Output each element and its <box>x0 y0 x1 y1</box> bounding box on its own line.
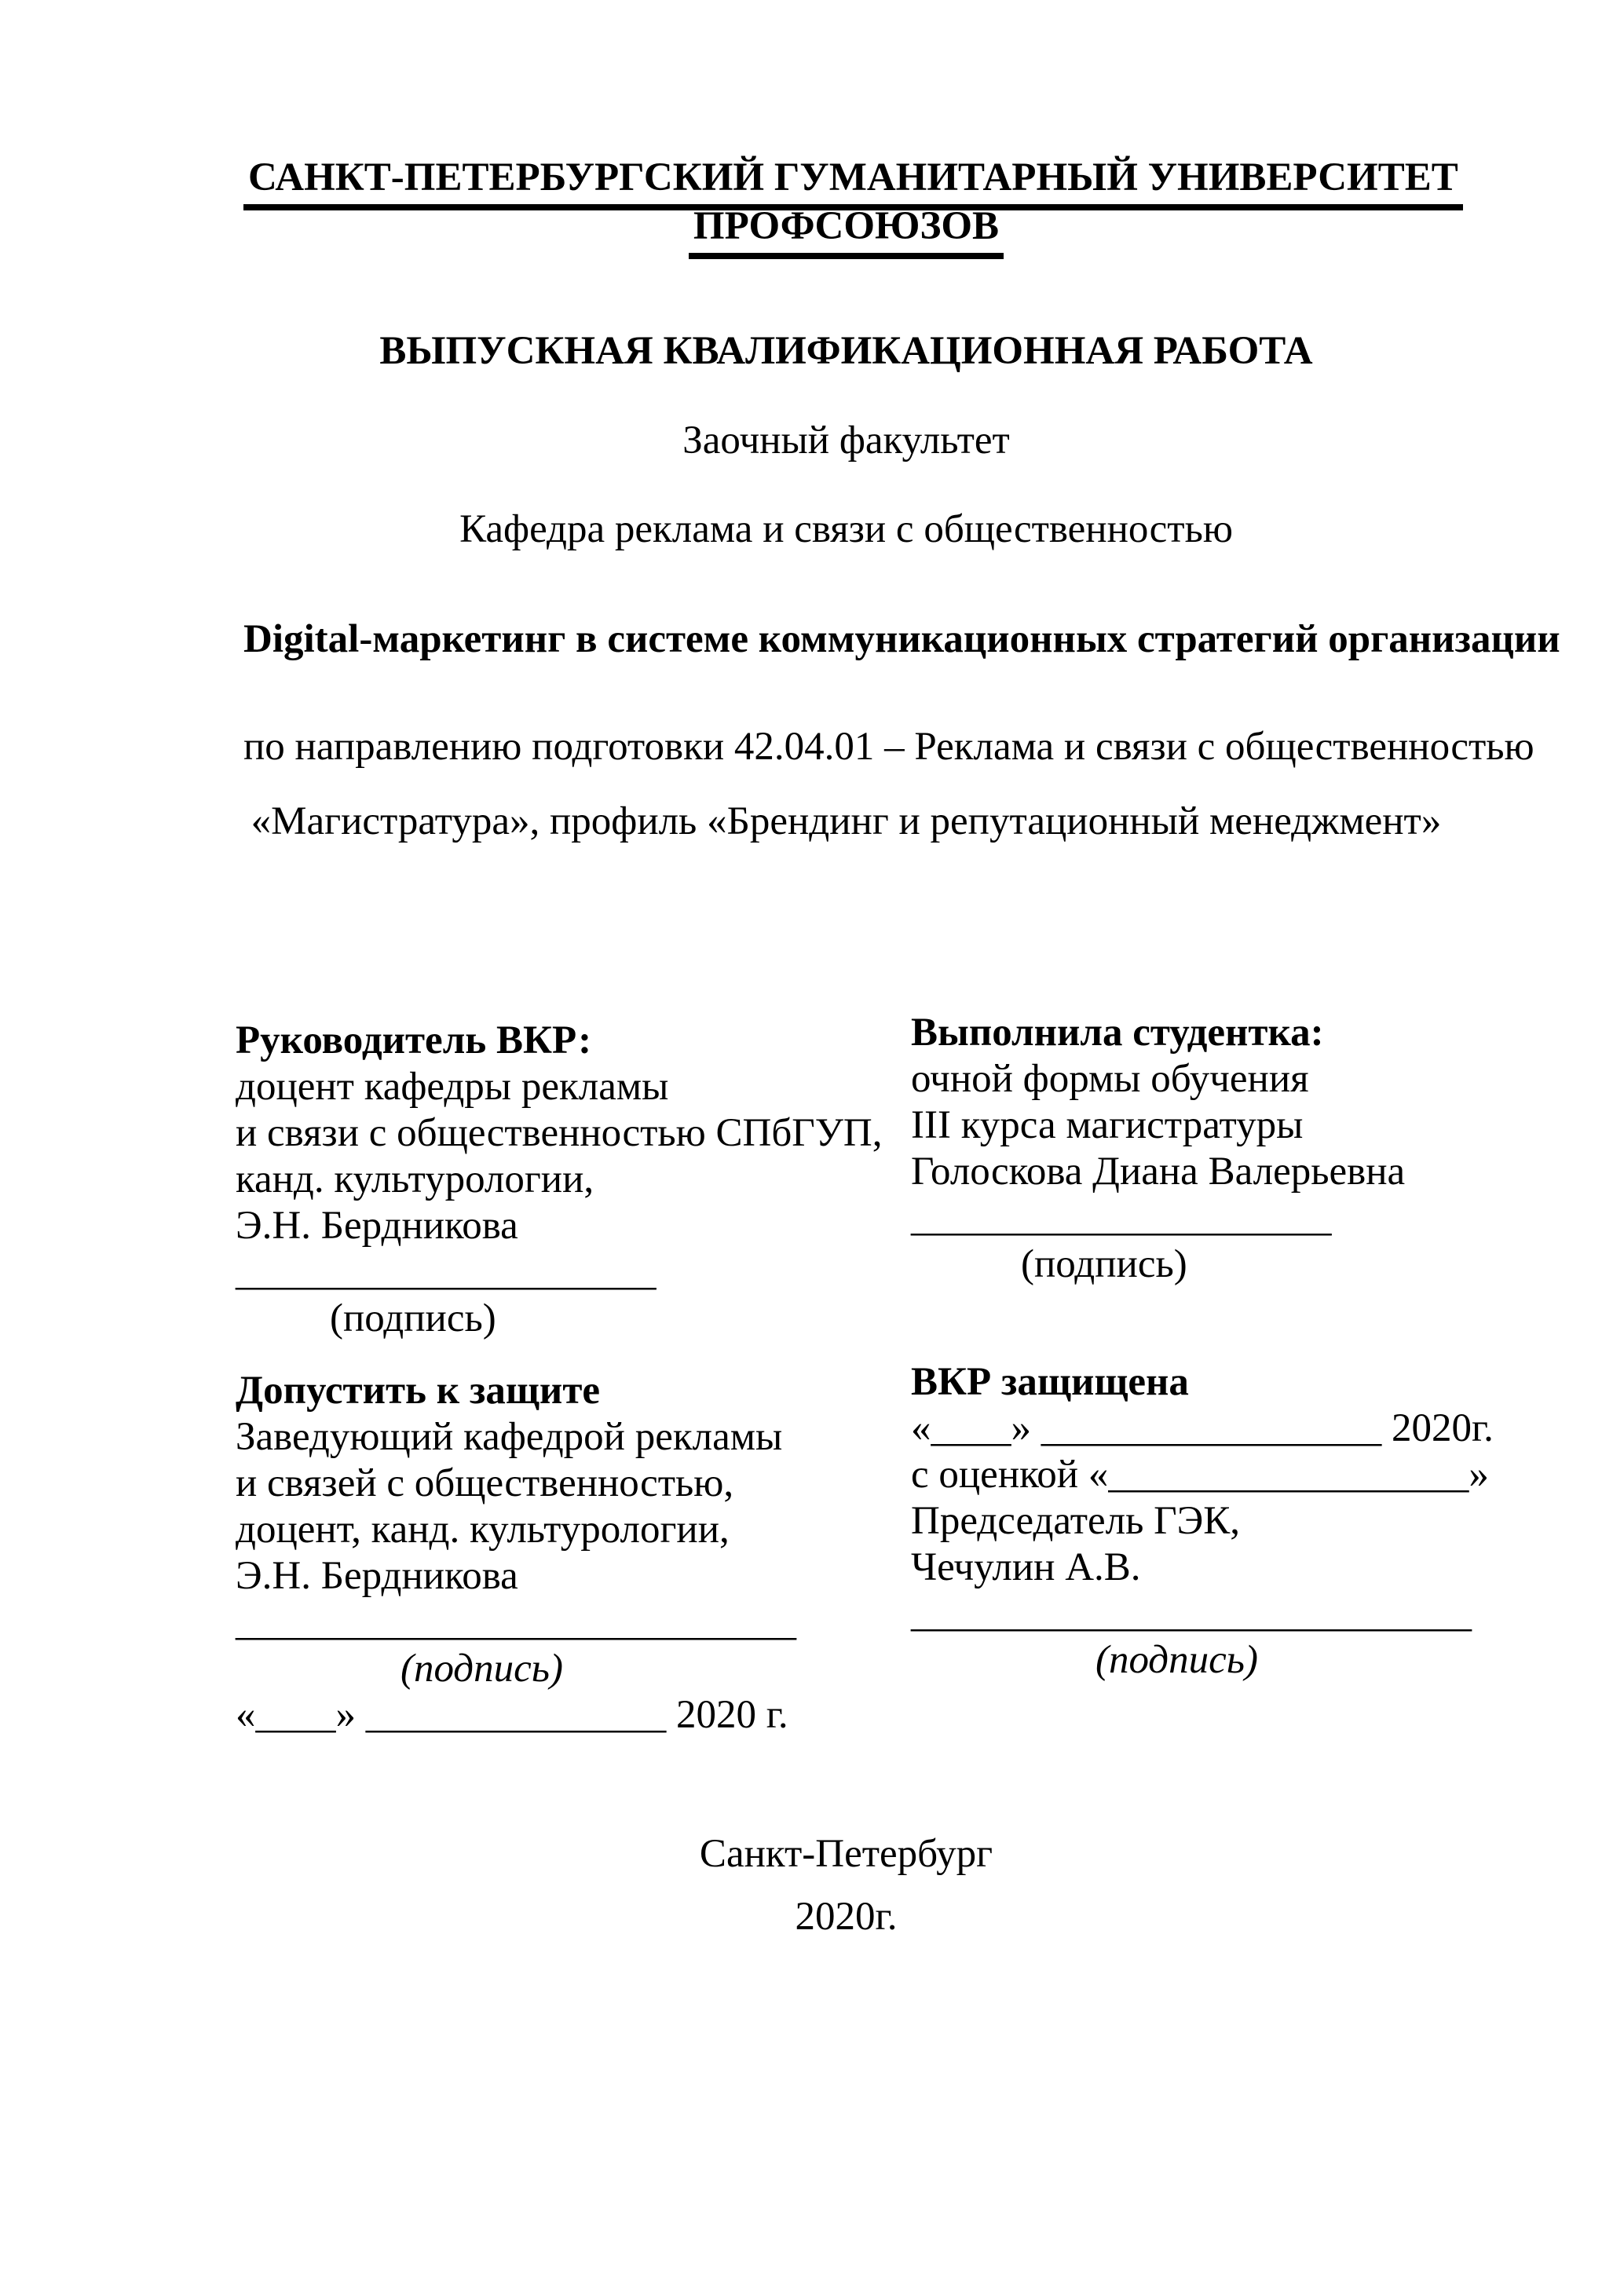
admission-date-line: «____» _______________ 2020 г. <box>236 1693 788 1737</box>
defense-line: Председатель ГЭК, <box>911 1499 1241 1543</box>
faculty-line: Заочный факультет <box>682 419 1010 462</box>
department-line: Кафедра реклама и связи с общественностью <box>459 507 1233 551</box>
admission-line: Заведующий кафедрой рекламы <box>236 1415 783 1459</box>
student-block <box>911 1010 1618 1288</box>
student-line: очной формы обучения <box>911 1057 1309 1101</box>
admission-signature-caption: (подпись) <box>401 1647 563 1691</box>
student-signature-line: _____________________ <box>911 1196 1332 1240</box>
admission-block <box>236 1368 903 1738</box>
university-name-line2 <box>243 203 1449 259</box>
admission-label: Допустить к защите <box>236 1369 601 1413</box>
year-line: 2020г. <box>795 1895 898 1939</box>
student-label: Выполнила студентка: <box>911 1011 1324 1055</box>
supervisor-signature-line: _____________________ <box>236 1250 657 1294</box>
student-line: III курса магистратуры <box>911 1103 1304 1147</box>
supervisor-line: канд. культурологии, <box>236 1157 594 1201</box>
university-name-line2-text: ПРОФСОЮЗОВ <box>689 203 1004 259</box>
profile-line: «Магистратура», профиль «Брендинг и репутационный менеджмент» <box>251 799 1442 843</box>
defense-label: ВКР защищена <box>911 1360 1189 1404</box>
admission-line: и связей с общественностью, <box>236 1461 734 1505</box>
defense-grade-line: с оценкой «__________________» <box>911 1453 1489 1497</box>
city-line: Санкт-Петербург <box>699 1832 993 1876</box>
university-name-line1-text: САНКТ-ПЕТЕРБУРГСКИЙ ГУМАНИТАРНЫЙ УНИВЕРСИТЕТ <box>243 154 1463 210</box>
defense-signature-caption: (подпись) <box>1095 1638 1258 1682</box>
program-line: по направлению подготовки 42.04.01 – Реклама и связи с общественностью <box>243 725 1534 769</box>
admission-signature-line: ____________________________ <box>236 1600 796 1644</box>
supervisor-line: Э.Н. Бердникова <box>236 1204 518 1248</box>
defense-signature-line: ____________________________ <box>911 1592 1472 1636</box>
supervisor-signature-caption: (подпись) <box>330 1296 496 1340</box>
defense-date-line: «____» _________________ 2020г. <box>911 1406 1494 1450</box>
supervisor-line: доцент кафедры рекламы <box>236 1065 669 1109</box>
defense-block <box>911 1359 1618 1684</box>
work-type-heading: ВЫПУСКНАЯ КВАЛИФИКАЦИОННАЯ РАБОТА <box>379 329 1313 373</box>
admission-line: доцент, канд. культурологии, <box>236 1508 730 1552</box>
supervisor-label: Руководитель ВКР: <box>236 1018 592 1062</box>
supervisor-block <box>236 1018 903 1342</box>
student-line: Голоскова Диана Валерьевна <box>911 1150 1406 1194</box>
student-signature-caption: (подпись) <box>1021 1242 1187 1286</box>
supervisor-line: и связи с общественностью СПбГУП, <box>236 1111 883 1155</box>
admission-line: Э.Н. Бердникова <box>236 1554 518 1598</box>
defense-line: Чечулин А.В. <box>911 1545 1141 1589</box>
thesis-title: Digital-маркетинг в системе коммуникационных стратегий организации <box>243 617 1560 661</box>
